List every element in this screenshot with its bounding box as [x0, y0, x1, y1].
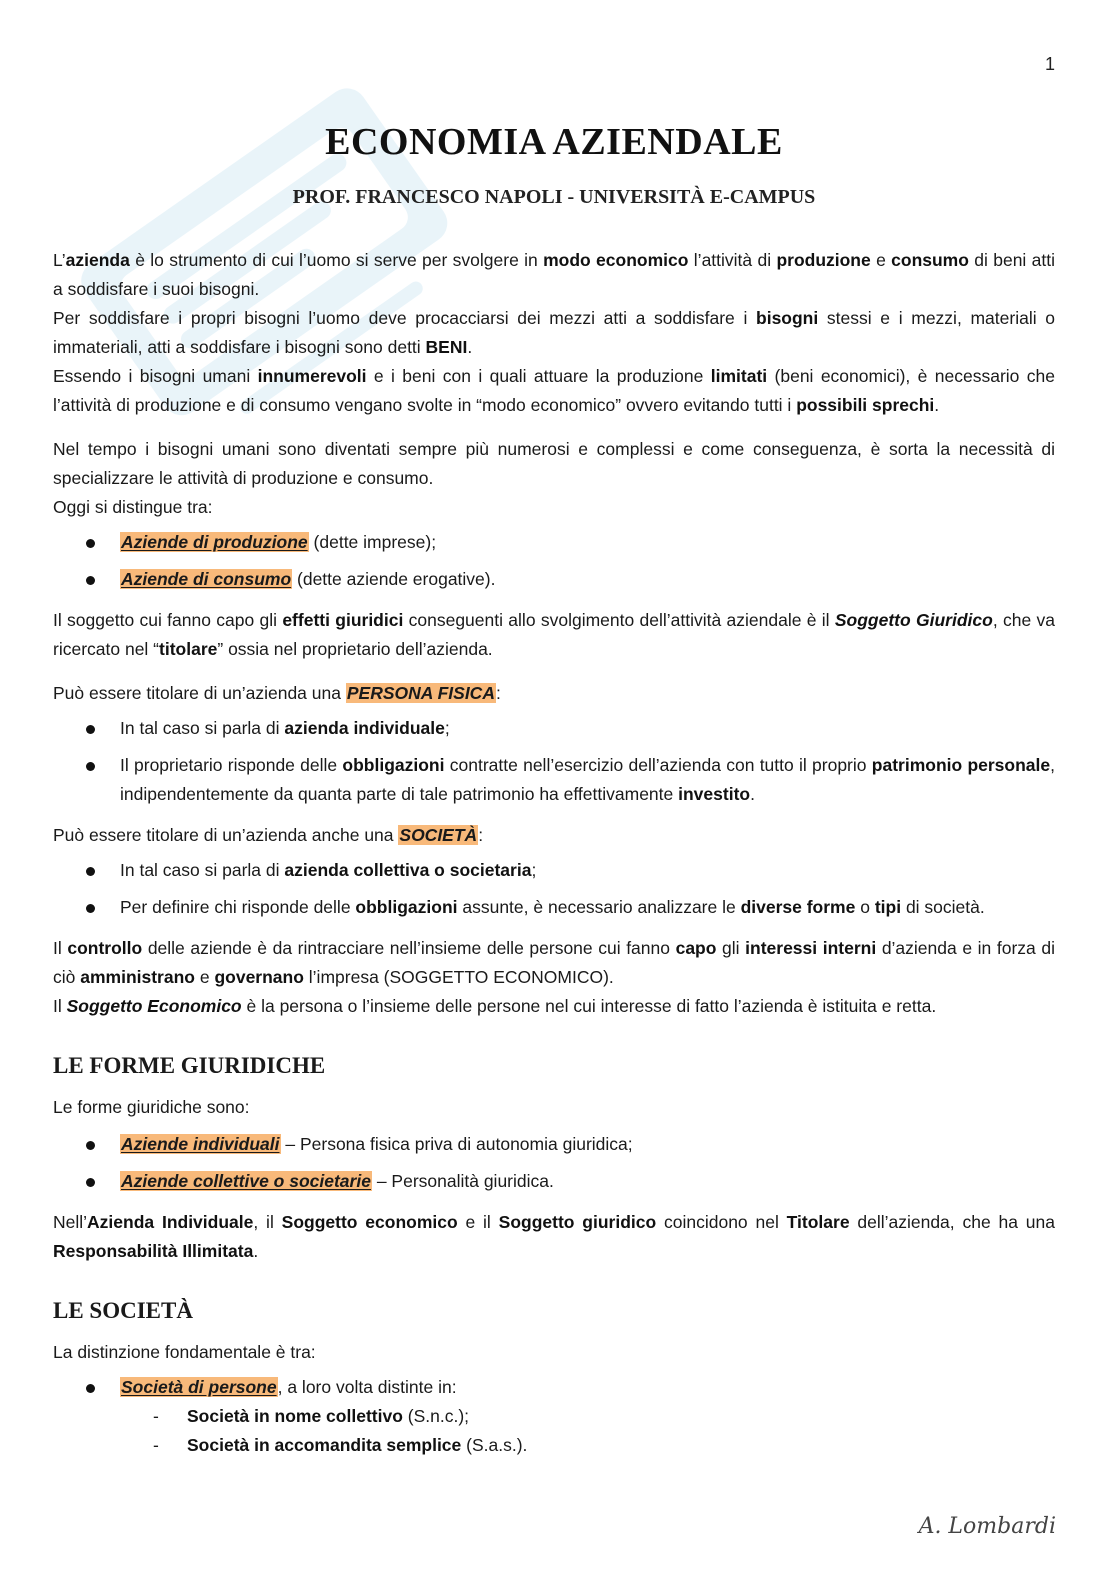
- page-subtitle: PROF. FRANCESCO NAPOLI - UNIVERSITÀ E-CAMPUS: [292, 186, 816, 208]
- societa-persone-sublist: [53, 1402, 1055, 1460]
- list-item: Aziende collettive o societarie – Personalità giuridica.: [53, 1167, 1055, 1196]
- bullet-icon: [86, 1384, 95, 1393]
- bullet-icon: [86, 867, 95, 876]
- needs-paragraph: Nel tempo i bisogni umani sono diventati sempre più numerosi e complessi e come conseguenza, è sorta la necessità di specializzare le attività di produzione e consumo.: [53, 439, 1055, 488]
- intro-paragraph-2: Per soddisfare i propri bisogni l’uomo deve procacciarsi dei mezzi atti a soddisfare i bisogni stessi e i mezzi, materiali o immateriali, atti a soddisfare i bisogni sono detti BENI.: [53, 308, 1056, 357]
- societa-distinction-intro: La distinzione fondamentale è tra:: [53, 1342, 316, 1362]
- list-item: - Società in accomandita semplice (S.a.s.).: [153, 1435, 528, 1455]
- list-item: Aziende individuali – Persona fisica priva di autonomia giuridica;: [53, 1130, 1055, 1159]
- section-heading-societa: LE SOCIETÀ: [53, 1298, 193, 1323]
- list-item: - Società in nome collettivo (S.n.c.);: [153, 1406, 470, 1426]
- bullet-icon: [86, 539, 95, 548]
- document-body: [53, 246, 1055, 1460]
- page-number: 1: [1044, 54, 1055, 74]
- bullet-icon: [86, 725, 95, 734]
- page-title: ECONOMIA AZIENDALE: [325, 121, 783, 163]
- list-item: Aziende di consumo (dette aziende erogative).: [53, 565, 1055, 594]
- bullet-icon: [86, 576, 95, 585]
- forme-intro: Le forme giuridiche sono:: [53, 1097, 250, 1117]
- bullet-icon: [86, 904, 95, 913]
- soggetto-giuridico-paragraph: Il soggetto cui fanno capo gli effetti giuridici conseguenti allo svolgimento dell’attività aziendale è il Soggetto Giuridico, che va ricercato nel “titolare” ossia nel proprietario dell’azienda.: [53, 610, 1055, 659]
- persona-fisica-intro: Può essere titolare di un’azienda una PERSONA FISICA:: [53, 683, 501, 703]
- azienda-individuale-paragraph: Nell’Azienda Individuale, il Soggetto economico e il Soggetto giuridico coincidono nel Titolare dell’azienda, che ha una Responsabilità Illimitata.: [53, 1212, 1055, 1261]
- societa-types-list: [53, 1373, 1055, 1402]
- section-heading-forme: LE FORME GIURIDICHE: [53, 1053, 326, 1078]
- societa-list: [53, 856, 1055, 922]
- list-item: Il proprietario risponde delle obbligazioni contratte nell’esercizio dell’azienda con tutto il proprio patrimonio personale, indipendentemente da quanta parte di tale patrimonio ha effettivamente investito.: [53, 751, 1055, 809]
- intro-paragraph-3: Essendo i bisogni umani innumerevoli e i beni con i quali attuare la produzione limitati (beni economici), è necessario che l’attività di produzione e di consumo vengano svolte in “modo economico” ovvero evitando tutti i possibili sprechi.: [53, 366, 1055, 415]
- list-item: In tal caso si parla di azienda individuale;: [53, 714, 1055, 743]
- list-item: Per definire chi risponde delle obbligazioni assunte, è necessario analizzare le diverse forme o tipi di società.: [53, 893, 1055, 922]
- bullet-icon: [86, 762, 95, 771]
- list-item: Società di persone, a loro volta distinte in:: [53, 1373, 1055, 1402]
- intro-paragraph-1: L’azienda è lo strumento di cui l’uomo si serve per svolgere in modo economico l’attività di produzione e consumo di beni atti a soddisfare i suoi bisogni.: [53, 250, 1055, 299]
- controllo-paragraph: Il controllo delle aziende è da rintracciare nell’insieme delle persone cui fanno capo gli interessi interni d’azienda e in forza di ciò amministrano e governano l’impresa (SOGGETTO ECONOMICO).: [53, 938, 1055, 987]
- list-item: Aziende di produzione (dette imprese);: [53, 528, 1055, 557]
- bullet-icon: [86, 1178, 95, 1187]
- soggetto-economico-paragraph: Il Soggetto Economico è la persona o l’insieme delle persone nel cui interesse di fatto l’azienda è istituita e retta.: [53, 996, 937, 1016]
- needs-distinction: Oggi si distingue tra:: [53, 497, 213, 517]
- persona-fisica-list: [53, 714, 1055, 809]
- bullet-icon: [86, 1141, 95, 1150]
- forme-list: [53, 1130, 1055, 1196]
- list-item: In tal caso si parla di azienda collettiva o societaria;: [53, 856, 1055, 885]
- societa-intro: Può essere titolare di un’azienda anche una SOCIETÀ:: [53, 825, 484, 845]
- aziende-list: [53, 528, 1055, 594]
- author-signature: A. Lombardi: [918, 1514, 1056, 1539]
